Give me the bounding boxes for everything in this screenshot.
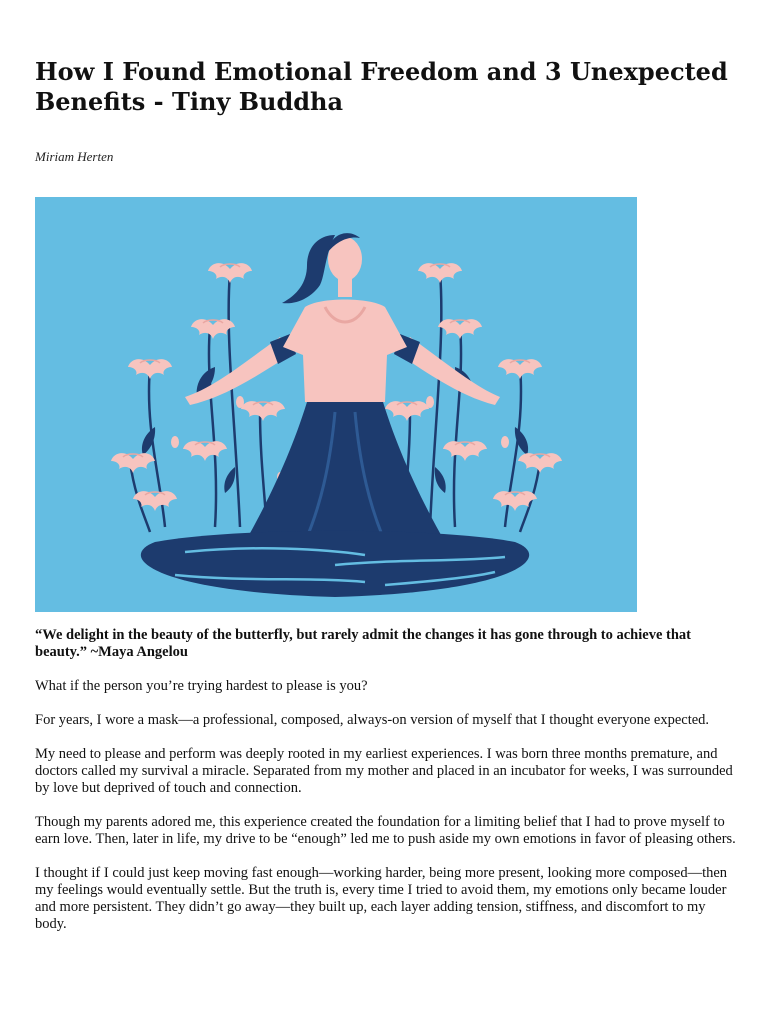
- paragraph: What if the person you’re trying hardest to please is you?: [35, 678, 368, 694]
- paragraph: My need to please and perform was deeply rooted in my earliest experiences. I was born three months premature, and doctors called my survival a miracle. Separated from my mother and placed in an incubator for weeks, I was surrounded by love but deprived of touch and connection.: [35, 746, 733, 796]
- paragraph: Though my parents adored me, this experience created the foundation for a limiting belief that I had to prove myself to earn love. Then, later in life, my drive to be “enough” led me to push aside my own emotions in favor of pleasing others.: [35, 814, 736, 847]
- article-title: How I Found Emotional Freedom and 3 Unexpected Benefits - Tiny Buddha: [35, 57, 728, 116]
- opening-quote: “We delight in the beauty of the butterfly, but rarely admit the changes it has gone through to achieve that beauty.” ~Maya Angelou: [35, 627, 691, 660]
- paragraph: I thought if I could just keep moving fast enough—working harder, being more present, looking more composed—then my feelings would eventually settle. But the truth is, every time I tried to avoid them, my emotions only became louder and more persistent. They didn’t go away—they built up, each layer adding tension, stiffness, and discomfort to my body.: [35, 865, 728, 932]
- woman-in-water-illustration: [35, 197, 637, 612]
- paragraph: For years, I wore a mask—a professional, composed, always-on version of myself that I thought everyone expected.: [35, 712, 710, 728]
- hero-illustration: [35, 197, 637, 612]
- author-name[interactable]: Miriam Herten: [35, 149, 114, 164]
- article-body: [35, 627, 740, 950]
